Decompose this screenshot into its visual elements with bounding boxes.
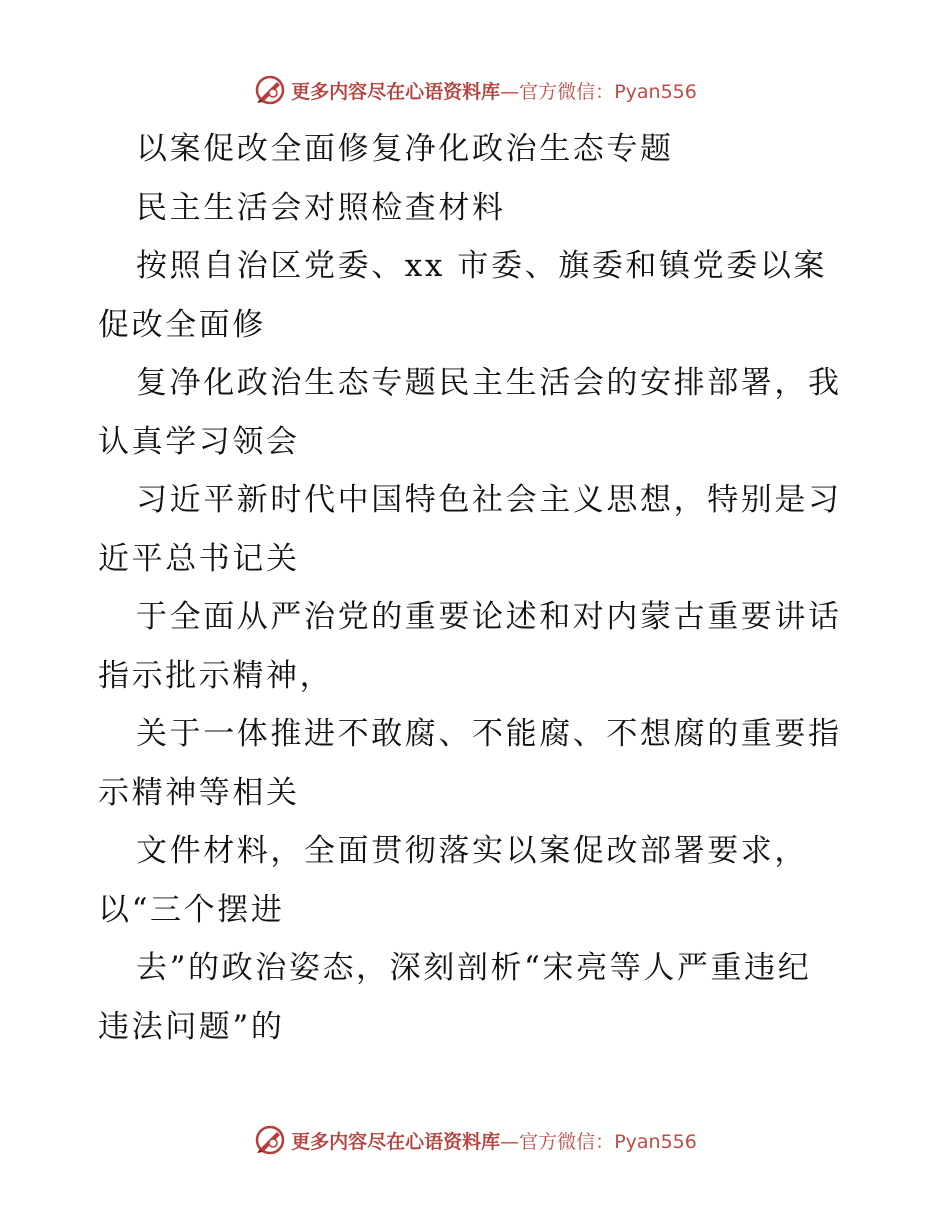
header-banner: [0, 70, 950, 110]
paragraph-line: 认真学习领会: [98, 423, 300, 460]
paragraph-line: 去”的政治姿态，深刻剖析“宋亮等人严重违纪: [136, 950, 812, 986]
pen-logo-icon: [253, 73, 287, 107]
banner-text: 更多内容尽在心语资料库—官方微信：Pyan556: [291, 1130, 697, 1153]
paragraph-line: 关于一体推进不敢腐、不能腐、不想腐的重要指: [136, 716, 842, 752]
paragraph-line: 近平总书记关: [98, 540, 300, 577]
paragraph-line: 以“三个摆进: [98, 891, 285, 928]
paragraph-line: 违法问题”的: [98, 1008, 285, 1045]
doc-title-line-1: 以案促改全面修复净化政治生态专题: [136, 131, 674, 167]
footer-banner: [0, 1120, 950, 1160]
paragraph-line: 促改全面修: [98, 306, 266, 343]
paragraph-line: 按照自治区党委、xx 市委、旗委和镇党委以案: [136, 248, 828, 284]
paragraph-line: 复净化政治生态专题民主生活会的安排部署，我: [136, 365, 842, 401]
paragraph-line: 指示批示精神，: [98, 657, 334, 694]
pen-logo-icon: [253, 1123, 287, 1157]
paragraph-line: 习近平新时代中国特色社会主义思想，特别是习: [136, 482, 842, 518]
banner-text: 更多内容尽在心语资料库—官方微信：Pyan556: [291, 80, 697, 103]
paragraph-line: 示精神等相关: [98, 774, 300, 811]
doc-title-line-2: 民主生活会对照检查材料: [136, 189, 506, 226]
paragraph-line: 于全面从严治党的重要论述和对内蒙古重要讲话: [136, 599, 842, 635]
paragraph-line: 文件材料，全面贯彻落实以案促改部署要求，: [136, 833, 808, 869]
document-body: [98, 120, 858, 1056]
